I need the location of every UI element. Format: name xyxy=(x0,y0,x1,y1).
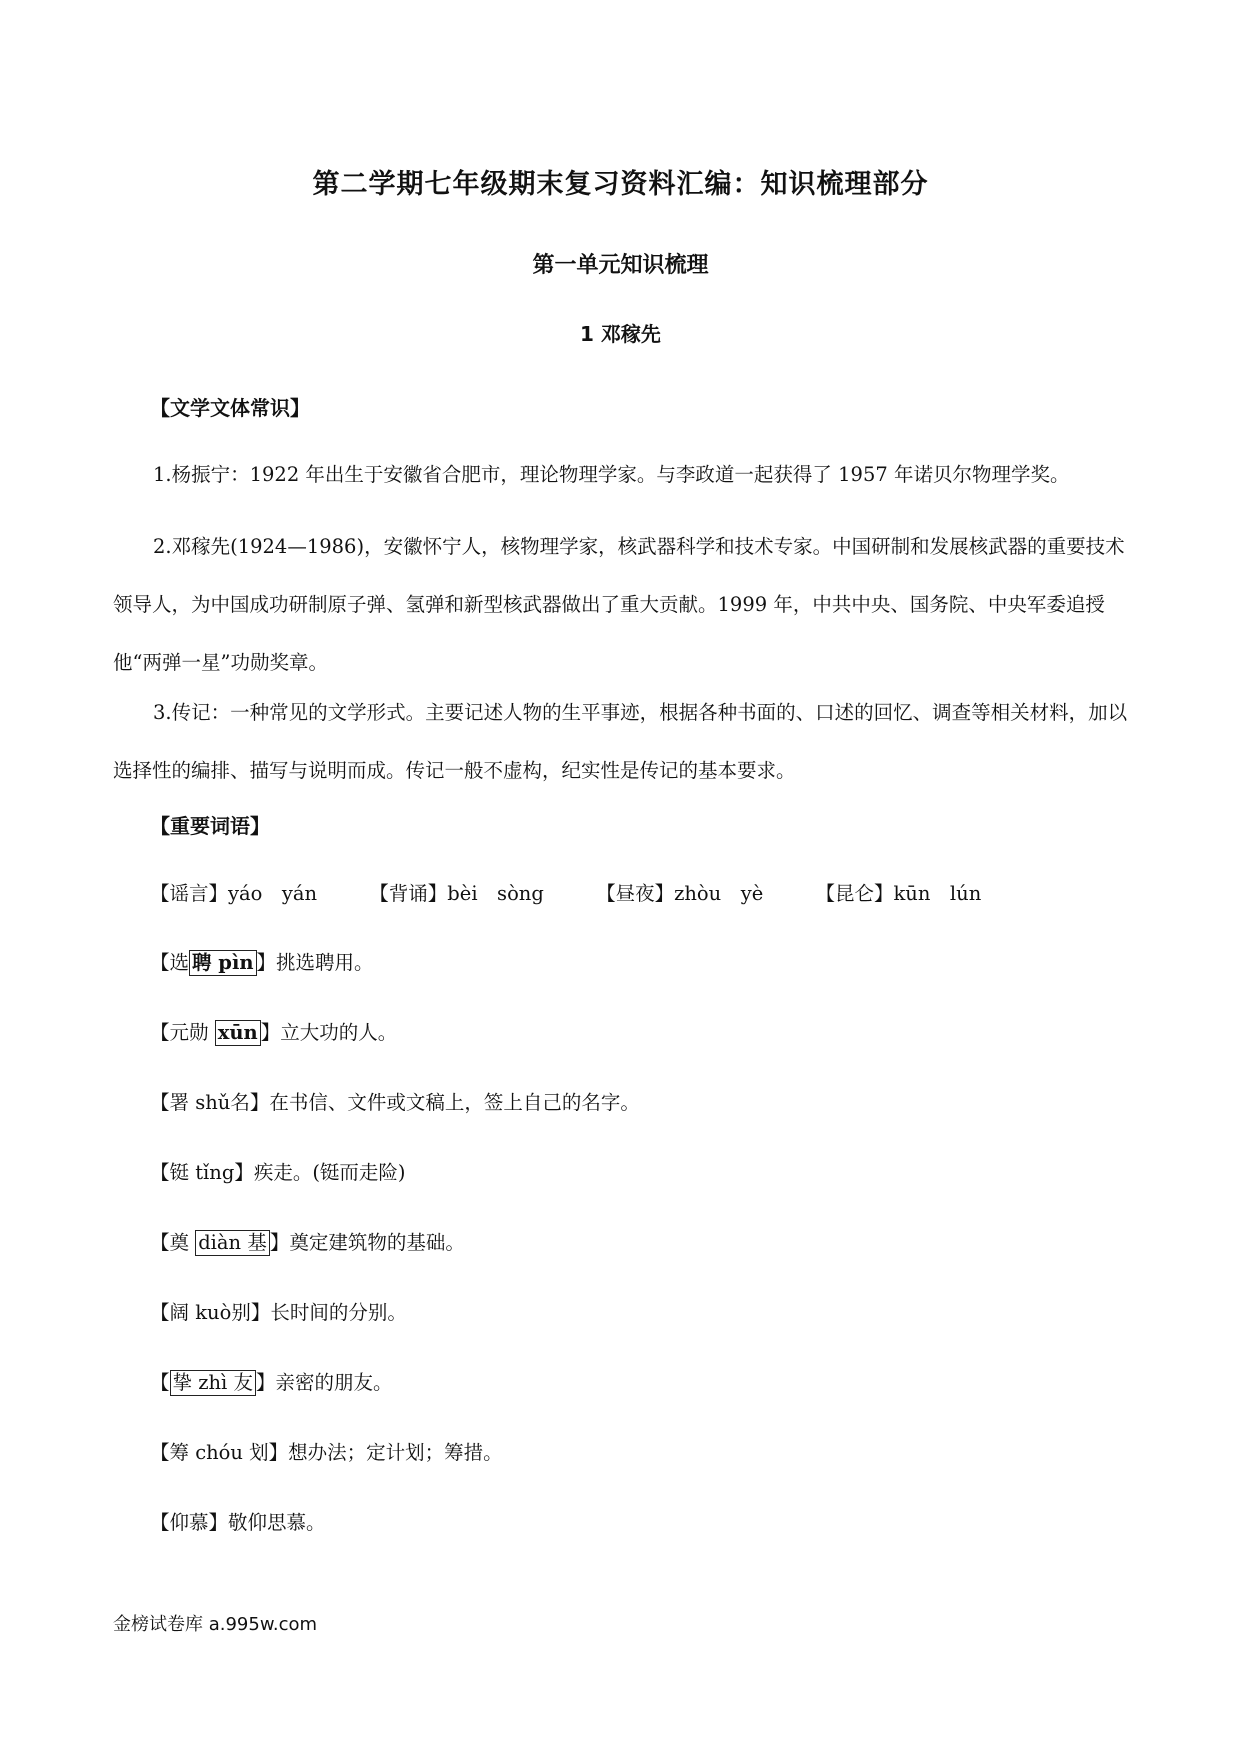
boxed-pinyin: 挚 zhì 友 xyxy=(170,1370,256,1396)
word-dianji: 【奠 diàn 基 】奠定建筑物的基础。 xyxy=(150,1231,465,1254)
word-yaoyan: 【谣言】yáo yán xyxy=(150,882,318,905)
boxed-pinyin: 聘 pìn xyxy=(189,950,257,976)
pinyin-row xyxy=(150,878,1027,906)
word-beisong: 【背诵】bèi sòng xyxy=(369,882,544,905)
boxed-pinyin: xūn xyxy=(215,1020,261,1046)
word-kuobie: 【阔 kuò别】长时间的分别。 xyxy=(150,1301,407,1324)
page-title: 第二学期七年级期末复习资料汇编：知识梳理部分 xyxy=(312,169,929,200)
word-shuming: 【署 shǔ名】在书信、文件或文稿上，签上自己的名字。 xyxy=(150,1091,640,1114)
footer-watermark: 金榜试卷库 a.995w.com xyxy=(113,1614,318,1635)
word-zhiyou: 【 挚 zhì 友 】亲密的朋友。 xyxy=(150,1371,393,1394)
lesson-title: 1 邓稼先 xyxy=(580,322,661,346)
word-xuanpin: 【选 聘 pìn 】挑选聘用。 xyxy=(150,951,374,974)
word-chouhua: 【筹 chóu 划】想办法；定计划；筹措。 xyxy=(150,1441,503,1464)
literary-item-1: 1.杨振宁：1922 年出生于安徽省合肥市，理论物理学家。与李政道一起获得了 1957 年诺贝尔物理学奖。 xyxy=(153,463,1070,486)
word-kunlun: 【昆仑】kūn lún xyxy=(815,882,982,905)
literary-item-3: 3.传记：一种常见的文学形式。主要记述人物的生平事迹，根据各种书面的、口述的回忆、调查等相关材料，加以选择性的编排、描写与说明而成。传记一般不虚构，纪实性是传记的基本要求。 xyxy=(113,701,1128,782)
word-ting: 【铤 tǐng】疾走。(铤而走险) xyxy=(150,1161,406,1184)
word-yangmu: 【仰慕】敬仰思慕。 xyxy=(150,1511,326,1534)
literary-item-2: 2.邓稼先(1924—1986)，安徽怀宁人，核物理学家，核武器科学和技术专家。中国研制和发展核武器的重要技术领导人，为中国成功研制原子弹、氢弹和新型核武器做出了重大贡献。1999 年，中共中央、国务院、中央军委追授他“两弹一星”功勋奖章。 xyxy=(113,535,1125,674)
section-heading-literary: 【文学文体常识】 xyxy=(150,396,310,420)
section-heading-words: 【重要词语】 xyxy=(150,814,270,838)
unit-title: 第一单元知识梳理 xyxy=(532,253,709,278)
boxed-pinyin: diàn 基 xyxy=(195,1230,270,1256)
word-yuanxun: 【元勋 xūn 】立大功的人。 xyxy=(150,1021,398,1044)
word-zhouye: 【昼夜】zhòu yè xyxy=(596,882,764,905)
